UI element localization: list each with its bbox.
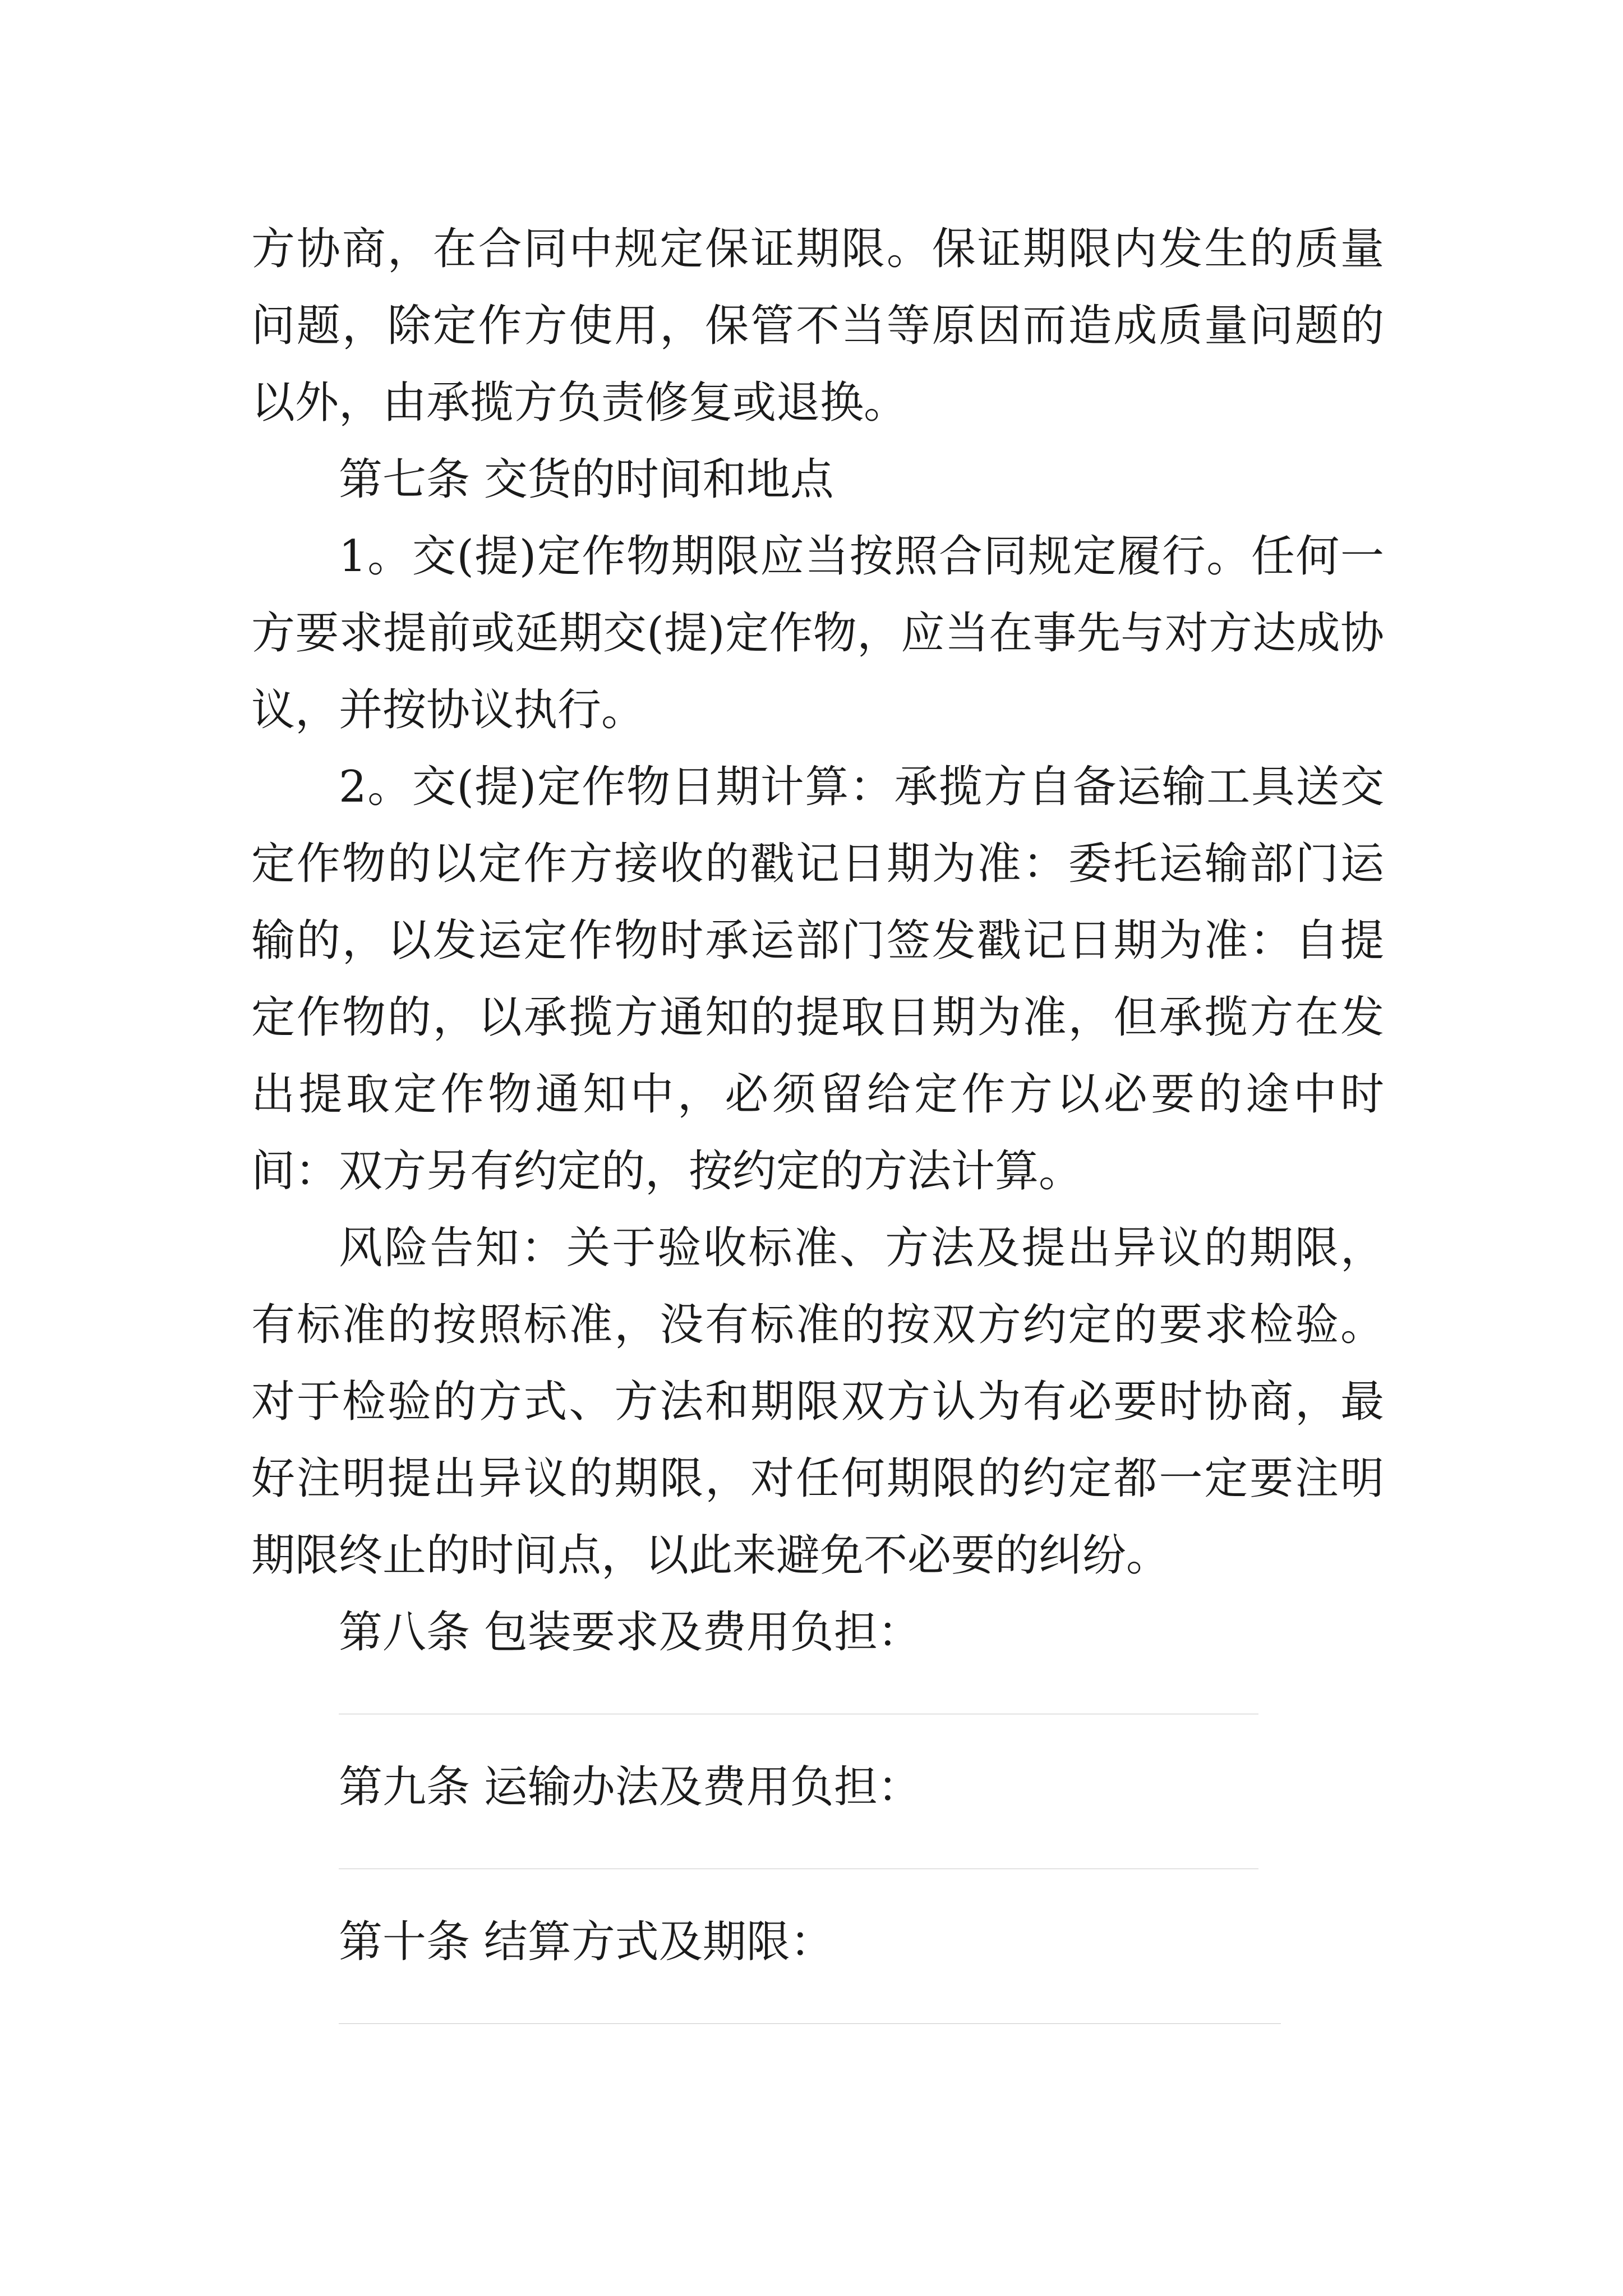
article-7-clause-2: 2。交(提)定作物日期计算：承揽方自备运输工具送交定作物的以定作方接收的戳记日期为准：委托运输部门运输的，以发运定作物时承运部门签发戳记日期为准：自提定作物的，以承揽方通知的提取日期为准，但承揽方在发出提取定作物通知中，必须留给定作方以必要的途中时间：双方另有约定的，按约定的方法计算。 — [251, 762, 1384, 1197]
article-8-heading: 第八条 包装要求及费用负担： — [339, 1607, 921, 1658]
article-10-heading: 第十条 结算方式及期限： — [339, 1917, 834, 1967]
article-9-heading: 第九条 运输办法及费用负担： — [339, 1762, 921, 1812]
paragraph-warranty-continued: 方协商，在合同中规定保证期限。保证期限内发生的质量问题，除定作方使用，保管不当等原因而造成质量问题的以外，由承揽方负责修复或退换。 — [251, 224, 1384, 428]
risk-notice-paragraph: 风险告知：关于验收标准、方法及提出异议的期限，有标准的按照标准，没有标准的按双方约定的要求检验。对于检验的方式、方法和期限双方认为有必要时协商，最好注明提出异议的期限，对任何期限的约定都一定要注明期限终止的时间点，以此来避免不必要的纠纷。 — [251, 1223, 1384, 1581]
article-7-clause-1: 1。交(提)定作物期限应当按照合同规定履行。任何一方要求提前或延期交(提)定作物，应当在事先与对方达成协议，并按协议执行。 — [251, 531, 1384, 735]
article-7-heading: 第七条 交货的时间和地点 — [339, 454, 834, 505]
contract-page — [251, 211, 1384, 2024]
article-10-fill-in-line[interactable] — [339, 2023, 1281, 2024]
